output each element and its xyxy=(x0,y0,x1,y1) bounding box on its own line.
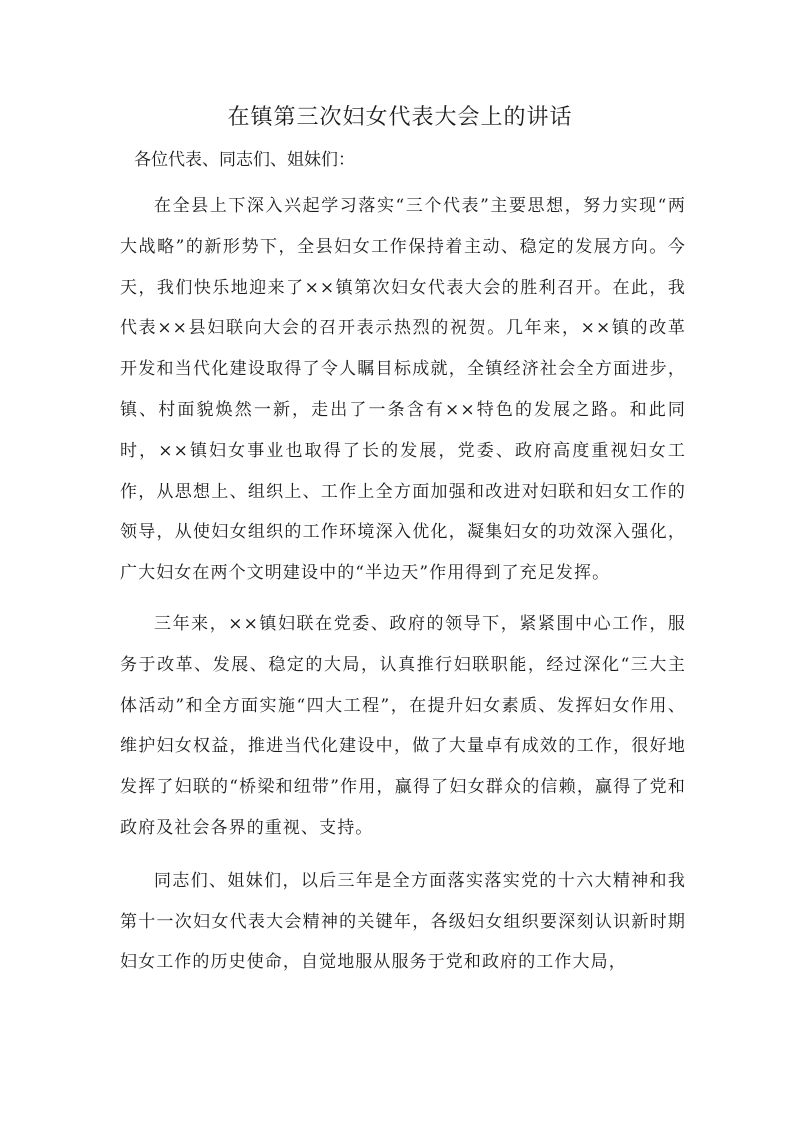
document-title: 在镇第三次妇女代表大会上的讲话 xyxy=(227,105,573,130)
document-body xyxy=(120,142,686,983)
salutation: 各位代表、同志们、姐妹们： xyxy=(134,150,355,170)
paragraph-1: 在全县上下深入兴起学习落实“三个代表”主要思想，努力实现“两大战略”的新形势下，全县妇女工作保持着主动、稳定的发展方向。今天，我们快乐地迎来了××镇第次妇女代表大会的胜利召开。在此，我代表××县妇联向大会的召开表示热烈的祝贺。几年来，××镇的改革开发和当代化建设取得了令人瞩目标成就，全镇经济社会全方面进步，镇、村面貌焕然一新，走出了一条含有××特色的发展之路。和此同时，××镇妇女事业也取得了长的发展，党委、政府高度重视妇女工作，从思想上、组织上、工作上全方面加强和改进对妇联和妇女工作的领导，从使妇女组织的工作环境深入优化，凝集妇女的功效深入强化，广大妇女在两个文明建设中的“半边天”作用得到了充足发挥。 xyxy=(120,196,686,584)
paragraph-3: 同志们、姐妹们，以后三年是全方面落实落实党的十六大精神和我第十一次妇女代表大会精神的关键年，各级妇女组织要深刻认识新时期妇女工作的历史使命，自觉地服从服务于党和政府的工作大局， xyxy=(120,870,686,973)
paragraph-2: 三年来，××镇妇联在党委、政府的领导下，紧紧围中心工作，服务于改革、发展、稳定的大局，认真推行妇联职能，经过深化“三大主体活动”和全方面实施“四大工程”，在提升妇女素质、发挥妇女作用、维护妇女权益，推进当代化建设中，做了大量卓有成效的工作，很好地发挥了妇联的“桥梁和纽带”作用，赢得了妇女群众的信赖，赢得了党和政府及社会各界的重视、支持。 xyxy=(120,613,686,838)
